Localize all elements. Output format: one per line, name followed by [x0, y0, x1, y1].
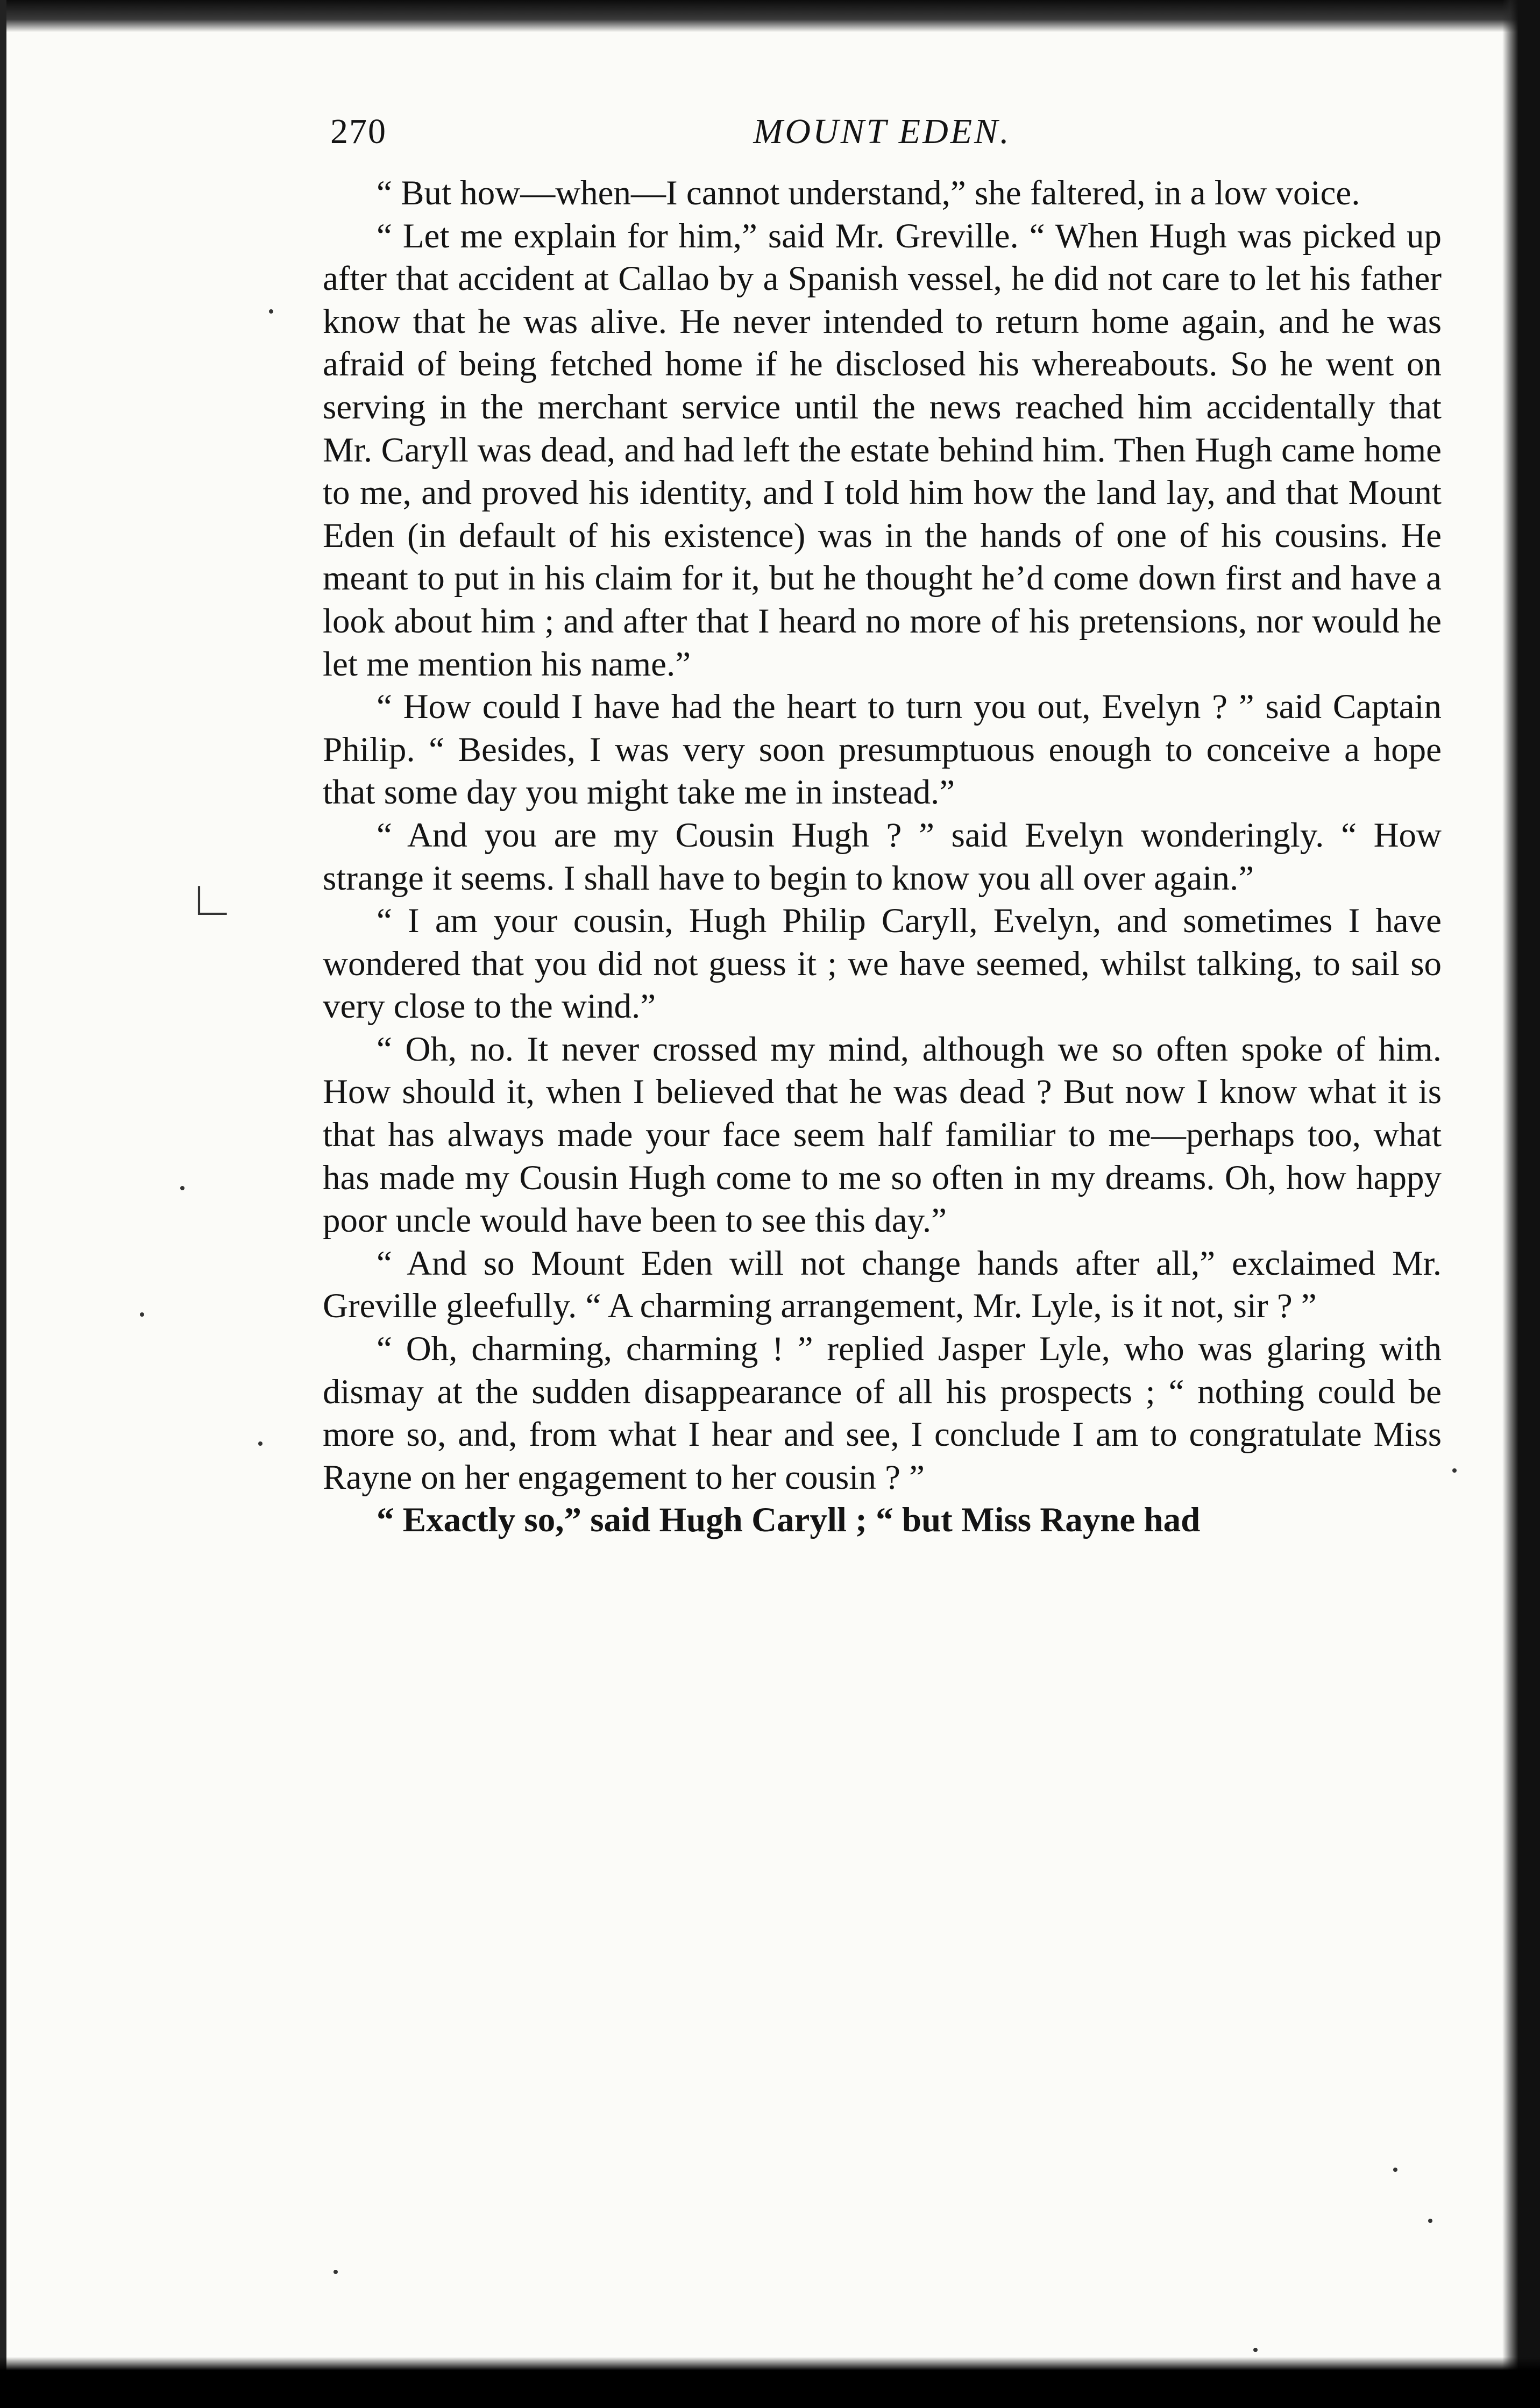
page-header — [323, 102, 1442, 161]
scan-speck — [1393, 2168, 1397, 2172]
paragraph: “ And so Mount Eden will not change hands after all,” exclaimed Mr. Greville gleefully. “ A charming arrangement, Mr. Lyle, is it not, sir ? ” — [323, 1244, 1442, 1326]
scan-border-right — [1502, 0, 1540, 2408]
scan-speck — [333, 2270, 338, 2274]
paragraph: “ Oh, charming, charming ! ” replied Jasper Lyle, who was glaring with dismay at the sudden disappearance of all his prospects ; “ nothing could be more so, and, from what I hear and see, I conclude I am to congratulate Miss Rayne on her engagement to her cousin ? ” — [323, 1330, 1442, 1497]
paragraph: “ But how—when—I cannot understand,” she faltered, in a low voice. — [377, 174, 1360, 212]
running-head: MOUNT EDEN. — [753, 112, 1011, 151]
paragraph: “ Oh, no. It never crossed my mind, although we so often spoke of him. How should it, when I believed that he was dead ? But now I know what it is that has always made your face seem half familiar to me—perhaps too, what has made my Cousin Hugh come to me so often in my dreams. Oh, how happy poor uncle would have been to see this day.” — [323, 1029, 1442, 1240]
paragraph: “ How could I have had the heart to turn you out, Evelyn ? ” said Captain Philip. “ Besides, I was very soon presumptuous enough to conceive a hope that some day you might take me in instead.” — [323, 687, 1442, 812]
paragraph: “ And you are my Cousin Hugh ? ” said Evelyn wonderingly. “ How strange it seems. I shall have to begin to know you all over again.” — [323, 815, 1442, 898]
paragraph: “ Exactly so,” said Hugh Caryll ; “ but Miss Rayne had — [377, 1501, 1201, 1540]
scan-speck — [258, 1441, 262, 1446]
paragraph: “ I am your cousin, Hugh Philip Caryll, Evelyn, and sometimes I have wondered that you did not guess it ; we have seemed, whilst talking, to sail so very close to the wind.” — [323, 901, 1442, 1026]
scan-speck — [1452, 1468, 1457, 1473]
scan-border-top — [0, 0, 1540, 32]
margin-mark: ∟ — [188, 872, 236, 926]
scan-speck — [1253, 2348, 1258, 2352]
scan-border-left — [0, 0, 6, 2408]
scan-speck — [269, 309, 273, 314]
book-page — [323, 102, 1442, 1542]
scan-speck — [180, 1186, 184, 1190]
paragraph: “ Let me explain for him,” said Mr. Greville. “ When Hugh was picked up after that accident at Callao by a Spanish vessel, he did not care to let his father know that he was alive. He never intended to return home again, and he was afraid of being fetched home if he disclosed his whereabouts. So he went on serving in the merchant service until the news reached him accidentally that Mr. Caryll was dead, and had left the estate behind him. Then Hugh came home to me, and proved his identity, and I told him how the land lay, and that Mount Eden (in default of his existence) was in the hands of one of his cousins. He meant to put in his claim for it, but he thought he’d come down first and have a look about him ; and after that I heard no more of his pretensions, nor would he let me mention his name.” — [323, 216, 1442, 684]
body-text — [323, 172, 1442, 1542]
scan-border-bottom — [0, 2357, 1540, 2408]
page-number: 270 — [330, 112, 387, 151]
scan-speck — [1428, 2219, 1432, 2223]
scan-speck — [140, 1312, 144, 1317]
